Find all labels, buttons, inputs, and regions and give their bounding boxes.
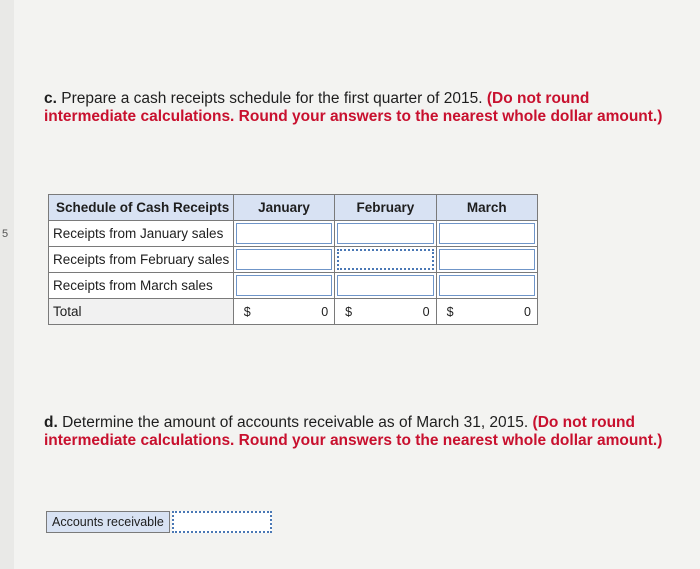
table-row: [49, 273, 538, 299]
input-jan-sales-february[interactable]: [337, 223, 433, 244]
currency-symbol: $: [345, 304, 353, 319]
input-mar-sales-march[interactable]: [439, 275, 535, 296]
edge-digit: 5: [2, 228, 9, 240]
total-value-february: 0: [422, 304, 430, 319]
cell-jan-sales-march: [436, 221, 537, 247]
row-label-total: Total: [49, 299, 234, 325]
cell-feb-sales-january: [233, 247, 334, 273]
table-row: [49, 221, 538, 247]
currency-symbol: $: [446, 304, 454, 319]
question-c-instruction: (Do not round intermediate calculations. Round your answers to the nearest whole dollar amount.): [44, 90, 663, 125]
input-feb-sales-march[interactable]: [439, 249, 535, 270]
cell-feb-sales-february: [335, 247, 436, 273]
input-mar-sales-february[interactable]: [337, 275, 433, 296]
column-header-february: February: [335, 195, 436, 221]
input-jan-sales-january[interactable]: [236, 223, 332, 244]
total-value-january: 0: [321, 304, 329, 319]
cell-feb-sales-march: [436, 247, 537, 273]
total-january: [233, 299, 334, 325]
column-header-january: January: [233, 195, 334, 221]
cash-receipts-schedule-table: [48, 194, 538, 325]
table-row: [49, 247, 538, 273]
cell-mar-sales-january: [233, 273, 334, 299]
page-edge: [0, 0, 14, 569]
table-header-row: [49, 195, 538, 221]
table-row-total: [49, 299, 538, 325]
column-header-march: March: [436, 195, 537, 221]
cell-mar-sales-march: [436, 273, 537, 299]
question-d-prefix: d.: [44, 414, 58, 431]
total-february: [335, 299, 436, 325]
cell-jan-sales-february: [335, 221, 436, 247]
accounts-receivable-row: [46, 511, 272, 533]
input-feb-sales-february[interactable]: [337, 249, 433, 270]
currency-symbol: $: [243, 304, 251, 319]
input-jan-sales-march[interactable]: [439, 223, 535, 244]
cell-jan-sales-january: [233, 221, 334, 247]
row-label-march-sales: Receipts from March sales: [49, 273, 234, 299]
question-d-instruction: (Do not round intermediate calculations. Round your answers to the nearest whole dollar amount.): [44, 414, 663, 449]
input-mar-sales-january[interactable]: [236, 275, 332, 296]
row-label-january-sales: Receipts from January sales: [49, 221, 234, 247]
row-label-february-sales: Receipts from February sales: [49, 247, 234, 273]
accounts-receivable-input[interactable]: [172, 511, 272, 533]
total-value-march: 0: [524, 304, 531, 319]
question-d: [44, 414, 684, 450]
question-c-prefix: c.: [44, 90, 57, 107]
cell-mar-sales-february: [335, 273, 436, 299]
question-d-text: Determine the amount of accounts receivable as of March 31, 2015.: [62, 414, 529, 431]
schedule-header: Schedule of Cash Receipts: [49, 195, 234, 221]
input-feb-sales-january[interactable]: [236, 249, 332, 270]
question-c: [44, 90, 684, 126]
question-c-text: Prepare a cash receipts schedule for the first quarter of 2015.: [61, 90, 483, 107]
accounts-receivable-label: Accounts receivable: [46, 511, 170, 533]
total-march: [436, 299, 537, 325]
